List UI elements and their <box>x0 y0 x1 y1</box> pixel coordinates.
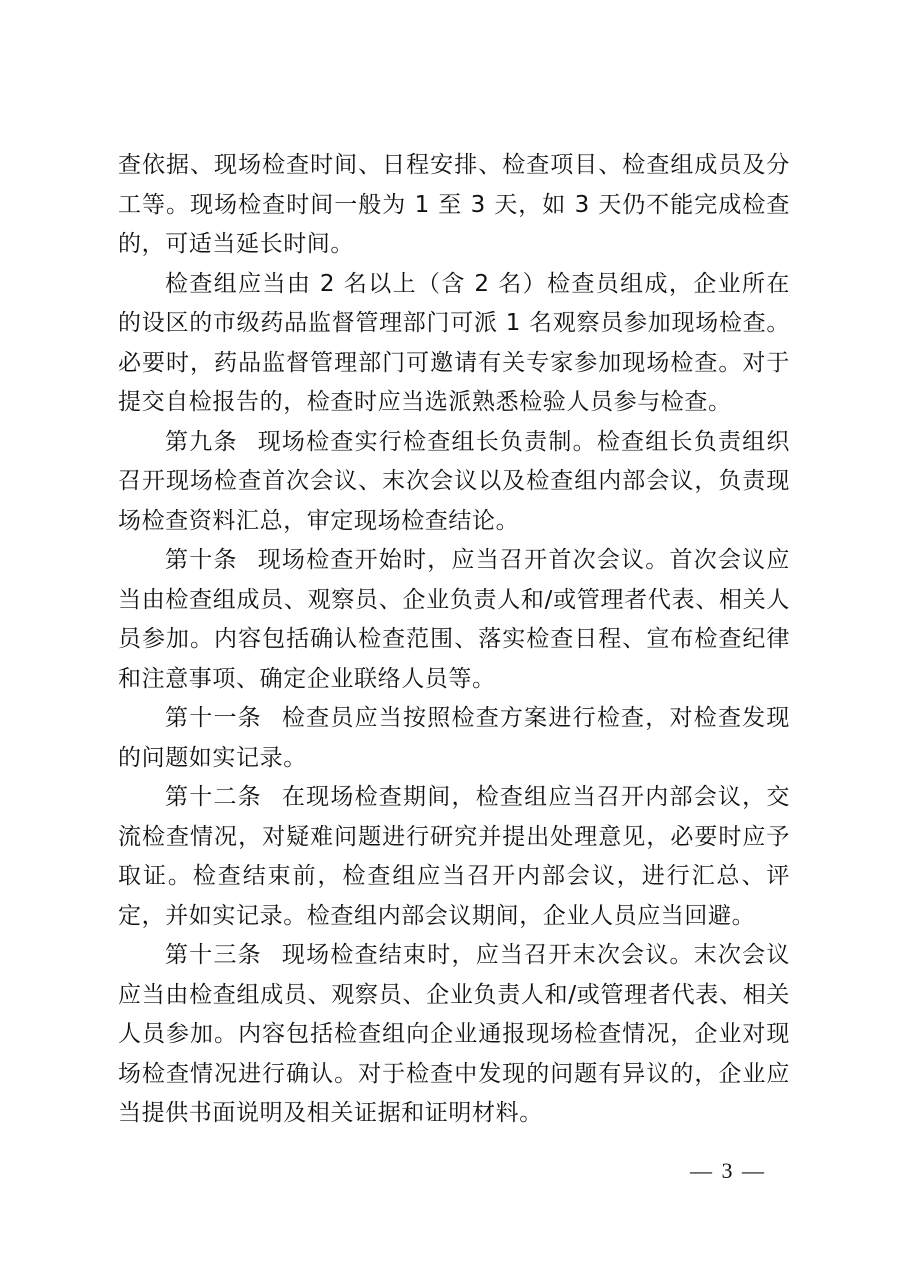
paragraph-text: 现场检查开始时，应当召开首次会议。首次会议应当由检查组成员、观察员、企业负责人和/或管理者代表、相关人员参加。内容包括确认检查范围、落实检查日程、宣布检查纪律和注意事项、确定企业联络人员等。 <box>118 547 790 692</box>
paragraph-text: 现场检查实行检查组长负责制。检查组长负责组织召开现场检查首次会议、末次会议以及检查组内部会议，负责现场检查资料汇总，审定现场检查结论。 <box>118 428 790 534</box>
document-body <box>118 146 790 1134</box>
article-10 <box>118 541 790 699</box>
article-13 <box>118 936 790 1134</box>
paragraph-inspection-team <box>118 265 790 423</box>
paragraph-text: 检查组应当由 2 名以上（含 2 名）检查员组成，企业所在的设区的市级药品监督管理部门可派 1 名观察员参加现场检查。必要时，药品监督管理部门可邀请有关专家参加现场检查。对于提交自检报告的，检查时应当选派熟悉检验人员参与检查。 <box>118 270 790 415</box>
paragraph-text: 检查员应当按照检查方案进行检查，对检查发现的问题如实记录。 <box>118 705 790 771</box>
article-number: 第十三条 <box>165 942 262 968</box>
page-number: — 3 — <box>690 1158 766 1183</box>
article-number: 第十条 <box>165 547 238 573</box>
article-12 <box>118 778 790 936</box>
paragraph-text: 在现场检查期间，检查组应当召开内部会议，交流检查情况，对疑难问题进行研究并提出处理意见，必要时应予取证。检查结束前，检查组应当召开内部会议，进行汇总、评定，并如实记录。检查组内部会议期间，企业人员应当回避。 <box>118 784 790 929</box>
article-9 <box>118 423 790 542</box>
paragraph-text: 查依据、现场检查时间、日程安排、检查项目、检查组成员及分工等。现场检查时间一般为 1 至 3 天，如 3 天仍不能完成检查的，可适当延长时间。 <box>118 152 790 257</box>
paragraph-text: 现场检查结束时，应当召开末次会议。末次会议应当由检查组成员、观察员、企业负责人和/或管理者代表、相关人员参加。内容包括检查组向企业通报现场检查情况，企业对现场检查情况进行确认。对于检查中发现的问题有异议的，企业应当提供书面说明及相关证据和证明材料。 <box>118 942 790 1126</box>
paragraph-continuation <box>118 146 790 265</box>
article-number: 第九条 <box>165 428 238 455</box>
article-number: 第十一条 <box>165 705 262 731</box>
article-number: 第十二条 <box>165 784 262 810</box>
article-11 <box>118 699 790 778</box>
